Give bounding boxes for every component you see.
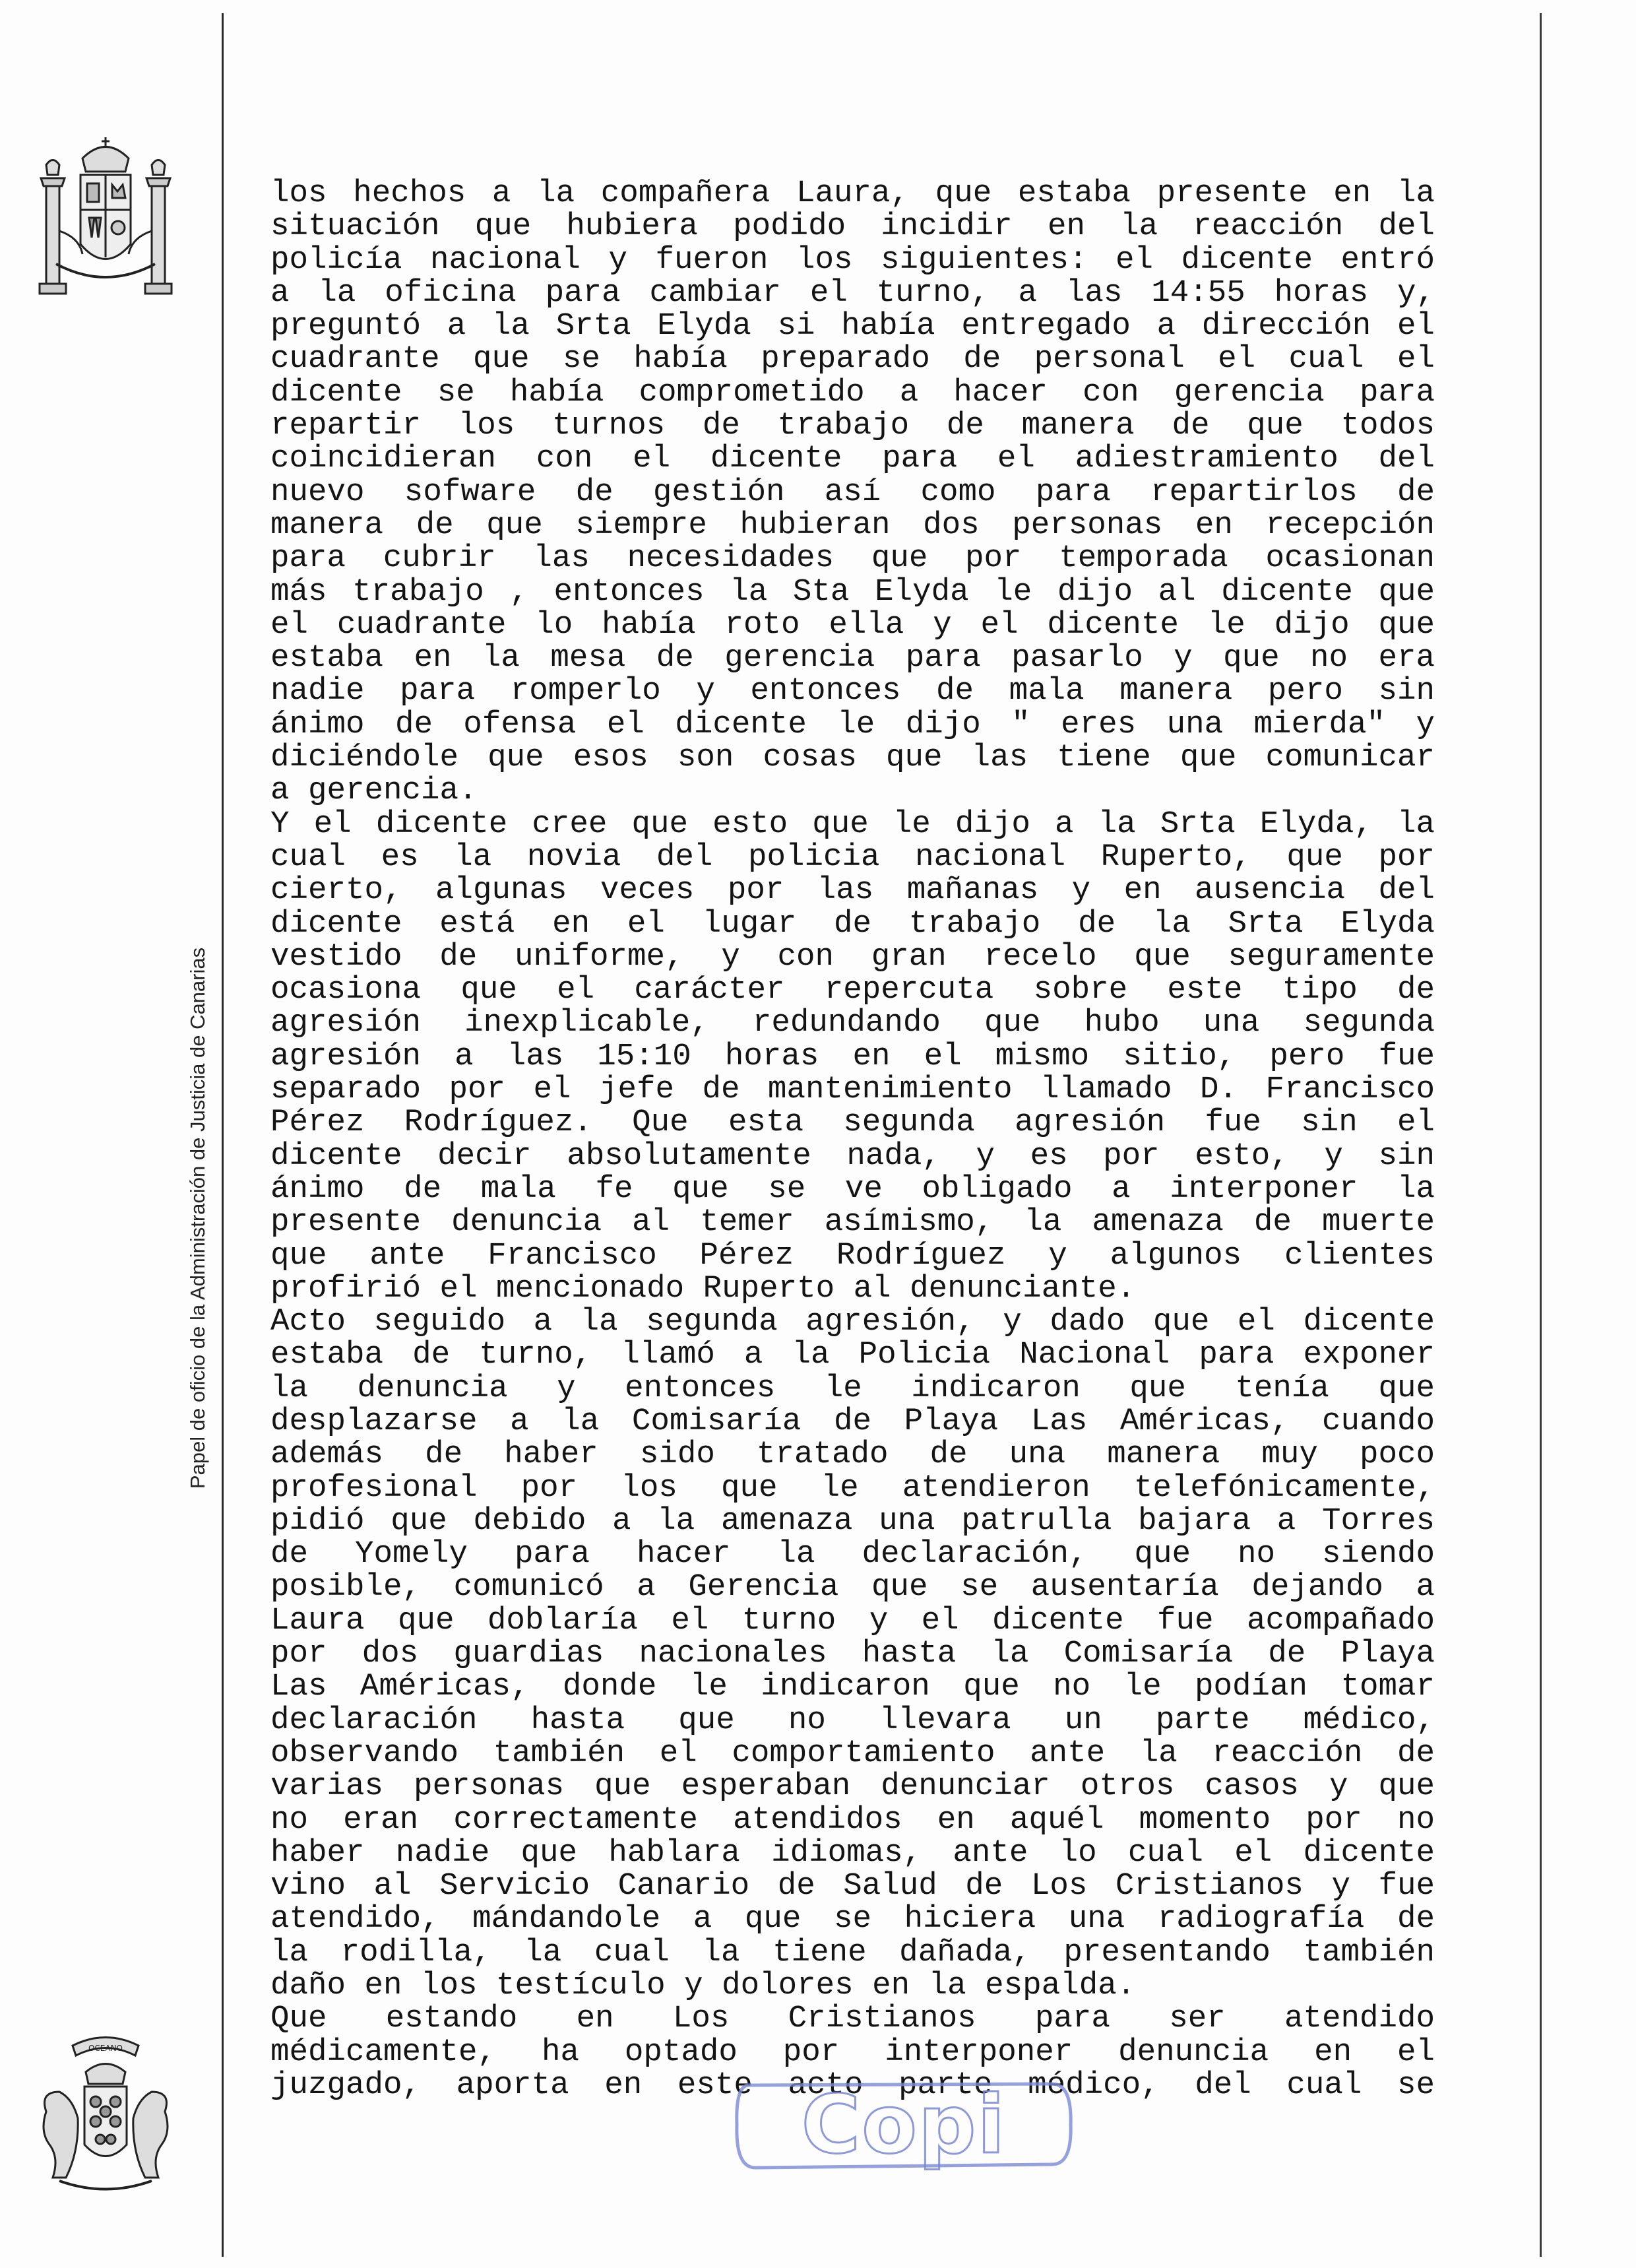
- body-line: más trabajo , entonces la Sta Elyda le dijo al dicente que: [270, 575, 1435, 608]
- copy-stamp: [729, 2072, 1079, 2178]
- body-line: separado por el jefe de mantenimiento llamado D. Francisco: [270, 1073, 1435, 1107]
- body-line: Las Américas, donde le indicaron que no le podían tomar: [270, 1670, 1435, 1704]
- body-line: policía nacional y fueron los siguientes: el dicente entró: [270, 243, 1435, 276]
- body-line: de Yomely para hacer la declaración, que no siendo: [270, 1538, 1435, 1571]
- body-line: Laura que doblaría el turno y el dicente fue acompañado: [270, 1604, 1435, 1638]
- body-line: ánimo de ofensa el dicente le dijo " eres una mierda" y: [270, 707, 1435, 742]
- body-line: cual es la novia del policia nacional Ruperto, que por: [270, 840, 1435, 874]
- body-line: además de haber sido tratado de una manera muy poco: [270, 1438, 1435, 1472]
- body-line: estaba en la mesa de gerencia para pasarlo y que no era: [270, 641, 1435, 675]
- body-line: nadie para romperlo y entonces de mala manera pero sin: [270, 674, 1435, 708]
- left-margin-rule: [222, 13, 224, 2257]
- body-line: haber nadie que hablara idiomas, ante lo cual el dicente: [270, 1836, 1435, 1870]
- body-line: ocasiona que el carácter repercuta sobre este tipo de: [270, 973, 1435, 1007]
- body-line: dicente está en el lugar de trabajo de la Srta Elyda: [270, 907, 1435, 940]
- body-line: médicamente, ha optado por interponer denuncia en el: [270, 2035, 1435, 2069]
- coat-of-arms-of-spain-icon: [20, 132, 191, 317]
- body-line: coincidieran con el dicente para el adiestramiento del: [270, 442, 1435, 476]
- body-line: agresión inexplicable, redundando que hubo una segunda: [270, 1006, 1435, 1040]
- body-line: juzgado, aporta en este acto parte médico, del cual se: [270, 2068, 1435, 2102]
- body-line: a gerencia.: [270, 774, 478, 808]
- body-line: vino al Servicio Canario de Salud de Los Cristianos y fue: [270, 1869, 1435, 1903]
- body-line: manera de que siempre hubieran dos personas en recepción: [270, 508, 1435, 542]
- body-line: diciéndole que esos son cosas que las tiene que comunicar: [270, 741, 1435, 775]
- body-line: no eran correctamente atendidos en aquél momento por no: [270, 1803, 1435, 1836]
- body-line: declaración hasta que no llevara un parte médico,: [270, 1703, 1435, 1737]
- body-line: a la oficina para cambiar el turno, a las 14:55 horas y,: [270, 276, 1435, 310]
- body-line: que ante Francisco Pérez Rodríguez y algunos clientes: [270, 1239, 1435, 1272]
- body-line: dicente decir absolutamente nada, y es por esto, y sin: [270, 1139, 1435, 1173]
- coat-of-arms-of-canarias-icon: [20, 2026, 191, 2211]
- canarias-motto: OCEANO: [88, 2044, 123, 2053]
- body-line: nuevo sofware de gestión así como para repartirlos de: [270, 475, 1435, 509]
- body-line: cuadrante que se había preparado de personal el cual el: [270, 342, 1435, 376]
- body-line: por dos guardias nacionales hasta la Comisaría de Playa: [270, 1637, 1435, 1671]
- body-line: desplazarse a la Comisaría de Playa Las Américas, cuando: [270, 1404, 1435, 1439]
- body-line: observando también el comportamiento ante la reacción de: [270, 1736, 1435, 1770]
- body-line: la rodilla, la cual la tiene dañada, presentando también: [270, 1935, 1435, 1970]
- body-line: atendido, mándandole a que se hiciera una radiografía de: [270, 1902, 1435, 1936]
- body-line: varias personas que esperaban denunciar otros casos y que: [270, 1770, 1435, 1803]
- right-margin-rule: [1540, 13, 1542, 2257]
- body-line: cierto, algunas veces por las mañanas y en ausencia del: [270, 874, 1435, 907]
- body-line: ánimo de mala fe que se ve obligado a interponer la: [270, 1172, 1435, 1206]
- body-line: para cubrir las necesidades que por temporada ocasionan: [270, 542, 1435, 575]
- body-line: dicente se había comprometido a hacer con gerencia para: [270, 375, 1435, 410]
- body-line: los hechos a la compañera Laura, que estaba presente en la: [270, 177, 1435, 211]
- body-line: daño en los testículo y dolores en la espalda.: [270, 1969, 1136, 2003]
- body-line: repartir los turnos de trabajo de manera de que todos: [270, 409, 1435, 443]
- body-line: situación que hubiera podido incidir en la reacción del: [270, 210, 1435, 243]
- body-line: pidió que debido a la amenaza una patrulla bajara a Torres: [270, 1504, 1435, 1538]
- side-caption: Papel de oficio de la Administración de Justicia de Canarias: [186, 947, 209, 1489]
- body-line: estaba de turno, llamó a la Policia Nacional para exponer: [270, 1338, 1435, 1372]
- body-line: Pérez Rodríguez. Que esta segunda agresión fue sin el: [270, 1106, 1435, 1140]
- body-line: profesional por los que le atendieron telefónicamente,: [270, 1471, 1435, 1505]
- body-line: la denuncia y entonces le indicaron que tenía que: [270, 1371, 1435, 1405]
- body-line: Que estando en Los Cristianos para ser atendido: [270, 2002, 1435, 2036]
- body-line: el cuadrante lo había roto ella y el dicente le dijo que: [270, 608, 1435, 642]
- body-line: vestido de uniforme, y con gran recelo que seguramente: [270, 940, 1435, 974]
- body-line: profirió el mencionado Ruperto al denunciante.: [270, 1272, 1136, 1306]
- document-body: [270, 177, 1435, 2102]
- body-line: posible, comunicó a Gerencia que se ausentaría dejando a: [270, 1571, 1435, 1604]
- body-line: Y el dicente cree que esto que le dijo a la Srta Elyda, la: [270, 807, 1435, 841]
- body-line: presente denuncia al temer asímismo, la amenaza de muerte: [270, 1206, 1435, 1239]
- body-line: preguntó a la Srta Elyda si había entregado a dirección el: [270, 309, 1435, 343]
- body-line: agresión a las 15:10 horas en el mismo sitio, pero fue: [270, 1039, 1435, 1074]
- body-line: Acto seguido a la segunda agresión, y dado que el dicente: [270, 1305, 1435, 1339]
- stamp-text: Copi: [801, 2078, 1007, 2172]
